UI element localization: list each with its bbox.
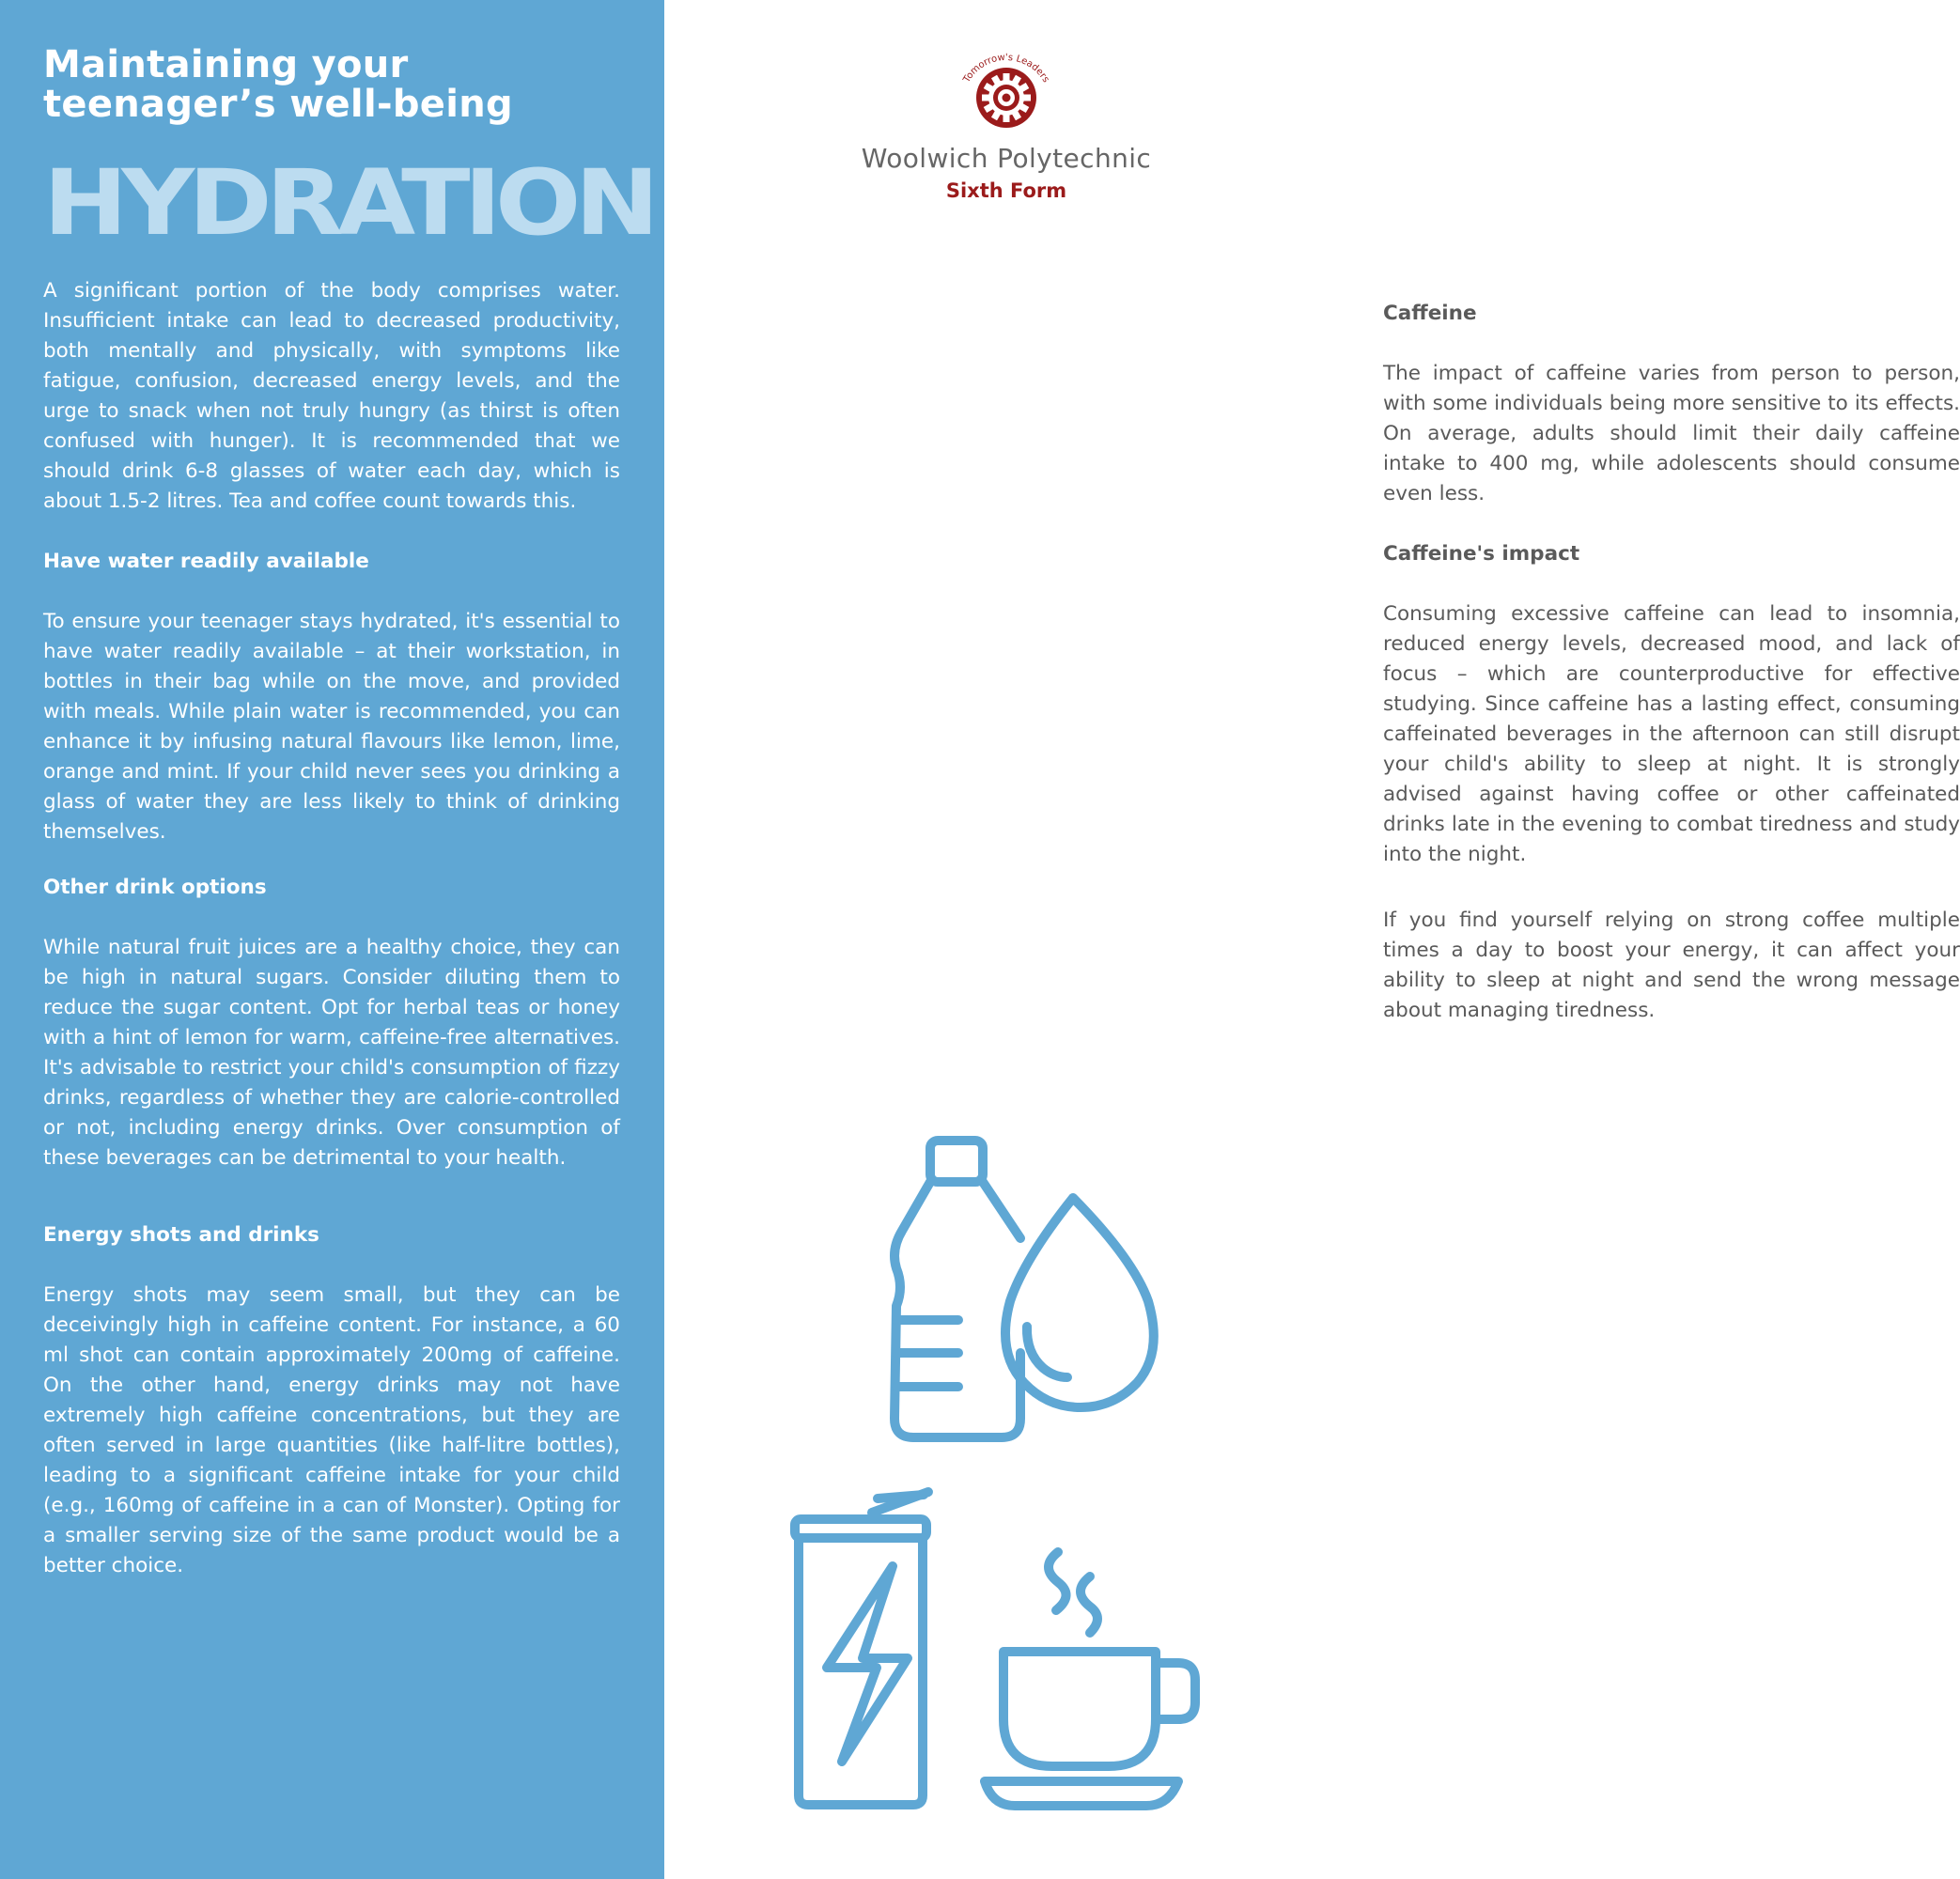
intro-paragraph: A significant portion of the body comprises water. Insufficient intake can lead to decreased productivity, both mentally and physically, with symptoms like fatigue, confusion, decreased energy levels, and the urge to snack when not truly hungry (as thirst is often confused with hunger). It is recommended that we should drink 6-8 glasses of water each day, which is about 1.5-2 litres. Tea and coffee count towards this. <box>43 279 620 513</box>
section-heading-caffeine-impact: Caffeine's impact <box>1383 542 1580 566</box>
water-bottle-icon <box>894 1141 1020 1437</box>
blue-panel <box>0 0 664 1879</box>
section-text-caffeine: The impact of caffeine varies from person to person, with some individuals being more sensitive to its effects. On average, adults should limit their daily caffeine intake to 400 mg, while adolescents should consume even less. <box>1383 362 1960 505</box>
steam-icon <box>1049 1552 1097 1633</box>
water-drop-icon <box>1005 1198 1154 1407</box>
right-column <box>1383 299 1960 1026</box>
section-heading-water: Have water readily available <box>43 550 369 573</box>
logo-arc-text: Tomorrow's Leaders <box>961 52 1051 85</box>
section-text-water: To ensure your teenager stays hydrated, it's essential to have water readily available – at their workstation, in bottles in their bag while on the move, and provided with meals. While plain water is recommended, you can enhance it by infusing natural flavours like lemon, lime, orange and mint. If your child never sees you drinking a glass of water they are less likely to think of drinking themselves. <box>43 610 620 844</box>
section-text-caffeine-impact: Consuming excessive caffeine can lead to insomnia, reduced energy levels, decreased mood, and lack of focus – which are counterproductive for effective studying. Since caffeine has a lasting effect, consuming caffeinated beverages in the afternoon can still disrupt your child's ability to sleep at night. It is strongly advised against having coffee or other caffeinated drinks late in the evening to combat tiredness and study into the night. <box>1383 602 1960 866</box>
page-title <box>43 45 513 124</box>
section-text-energy: Energy shots may seem small, but they can be deceivingly high in caffeine content. For instance, a 60 ml shot can contain approximately 200mg of caffeine. On the other hand, energy drinks may not have extremely high caffeine concentrations, but they are often served in large quantities (like half-litre bottles), leading to a significant caffeine intake for your child (e.g., 160mg of caffeine in a can of Monster). Opting for a smaller serving size of the same product would be a better choice. <box>43 1283 620 1577</box>
section-heading-caffeine: Caffeine <box>1383 302 1477 325</box>
water-bottle-and-drop-icon <box>883 1127 1165 1447</box>
energy-drink-can-icon <box>787 1489 938 1813</box>
section-heading-other-drinks: Other drink options <box>43 876 267 899</box>
lightning-bolt-icon <box>827 1566 908 1762</box>
topic-heading: HYDRATION <box>43 150 654 256</box>
saucer-icon <box>985 1781 1178 1806</box>
title-line-2: teenager’s well-being <box>43 83 513 126</box>
section-text-coffee-reliance: If you find yourself relying on strong coffee multiple times a day to boost your energy, it can affect your ability to sleep at night and send the wrong message about managing tiredness. <box>1383 908 1960 1022</box>
school-name: Woolwich Polytechnic <box>861 143 1152 174</box>
section-heading-energy: Energy shots and drinks <box>43 1223 319 1247</box>
title-line-1: Maintaining your <box>43 43 409 86</box>
gear-logo-icon <box>946 38 1066 132</box>
coffee-cup-icon <box>977 1541 1203 1813</box>
section-text-other-drinks: While natural fruit juices are a healthy choice, they can be high in natural sugars. Consider diluting them to reduce the sugar content. Opt for herbal teas or honey with a hint of lemon for warm, caffeine-free alternatives. It's advisable to restrict your child's consumption of fizzy drinks, regardless of whether they are calorie-controlled or not, including energy drinks. Over consumption of these beverages can be detrimental to your health. <box>43 936 620 1170</box>
school-subtitle: Sixth Form <box>945 179 1067 202</box>
left-column <box>43 276 620 1581</box>
